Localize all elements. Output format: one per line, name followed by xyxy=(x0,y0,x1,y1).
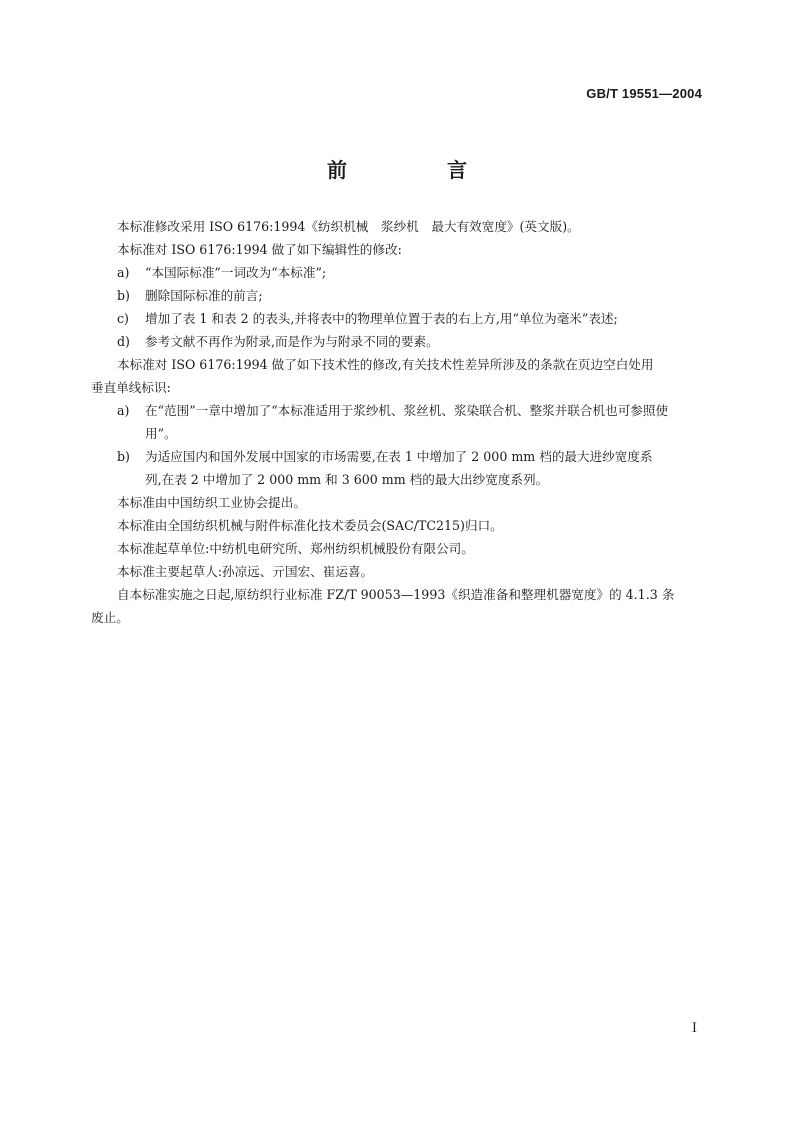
list-text xyxy=(145,445,705,491)
list-text: “本国际标准”一词改为“本标准”; xyxy=(145,265,327,280)
list-marker: b) xyxy=(117,288,130,303)
list-text-line: 列,在表 2 中增加了 2 000 mm 和 3 600 mm 档的最大出纱宽度系列。 xyxy=(145,472,549,487)
list-marker: a) xyxy=(117,403,130,418)
list-item xyxy=(117,399,705,445)
page-title: 前 言 xyxy=(327,158,507,182)
list-item xyxy=(117,445,705,491)
list-item xyxy=(117,307,705,330)
list-marker: c) xyxy=(117,311,129,326)
list-text: 删除国际标准的前言; xyxy=(145,288,263,303)
list-item xyxy=(117,330,705,353)
list-text: 参考文献不再作为附录,而是作为与附录不同的要素。 xyxy=(145,334,439,349)
paragraph-technical-intro: 本标准对 ISO 6176:1994 做了如下技术性的修改,有关技术性差异所涉及的条款在页边空白处用 xyxy=(117,357,654,372)
paragraph-proposer: 本标准由中国纺织工业协会提出。 xyxy=(117,495,306,510)
foreword-body xyxy=(91,215,705,629)
paragraph-technical-intro-cont: 垂直单线标识: xyxy=(91,380,171,395)
paragraph-adoption: 本标准修改采用 ISO 6176:1994《纺织机械 浆纱机 最大有效宽度》(英文版)。 xyxy=(117,219,580,234)
list-item xyxy=(117,261,705,284)
list-text-line: 在“范围”一章中增加了“本标准适用于浆纱机、浆丝机、浆染联合机、整浆并联合机也可参照使 xyxy=(145,403,669,418)
standard-code: GB/T 19551—2004 xyxy=(586,86,702,101)
paragraph-abolition: 自本标准实施之日起,原纺织行业标准 FZ/T 90053—1993《织造准备和整理机器宽度》的 4.1.3 条 xyxy=(117,587,675,602)
list-text: 增加了表 1 和表 2 的表头,并将表中的物理单位置于表的右上方,用“单位为毫米”表述; xyxy=(145,311,618,326)
paragraph-drafting-units: 本标准起草单位:中纺机电研究所、郑州纺织机械股份有限公司。 xyxy=(117,541,474,556)
list-marker: d) xyxy=(117,334,130,349)
list-text-line: 用”。 xyxy=(145,426,177,441)
paragraph-abolition-cont: 废止。 xyxy=(91,610,129,625)
paragraph-editorial-intro: 本标准对 ISO 6176:1994 做了如下编辑性的修改: xyxy=(117,242,402,257)
list-text-line: 为适应国内和国外发展中国家的市场需要,在表 1 中增加了 2 000 mm 档的最大进纱宽度系 xyxy=(145,449,653,464)
paragraph-committee: 本标准由全国纺织机械与附件标准化技术委员会(SAC/TC215)归口。 xyxy=(117,518,503,533)
list-item xyxy=(117,284,705,307)
list-marker: b) xyxy=(117,449,130,464)
page-number: I xyxy=(691,1021,697,1036)
list-text xyxy=(145,399,705,445)
list-marker: a) xyxy=(117,265,130,280)
paragraph-drafters: 本标准主要起草人:孙凉远、亓国宏、崔运喜。 xyxy=(117,564,374,579)
